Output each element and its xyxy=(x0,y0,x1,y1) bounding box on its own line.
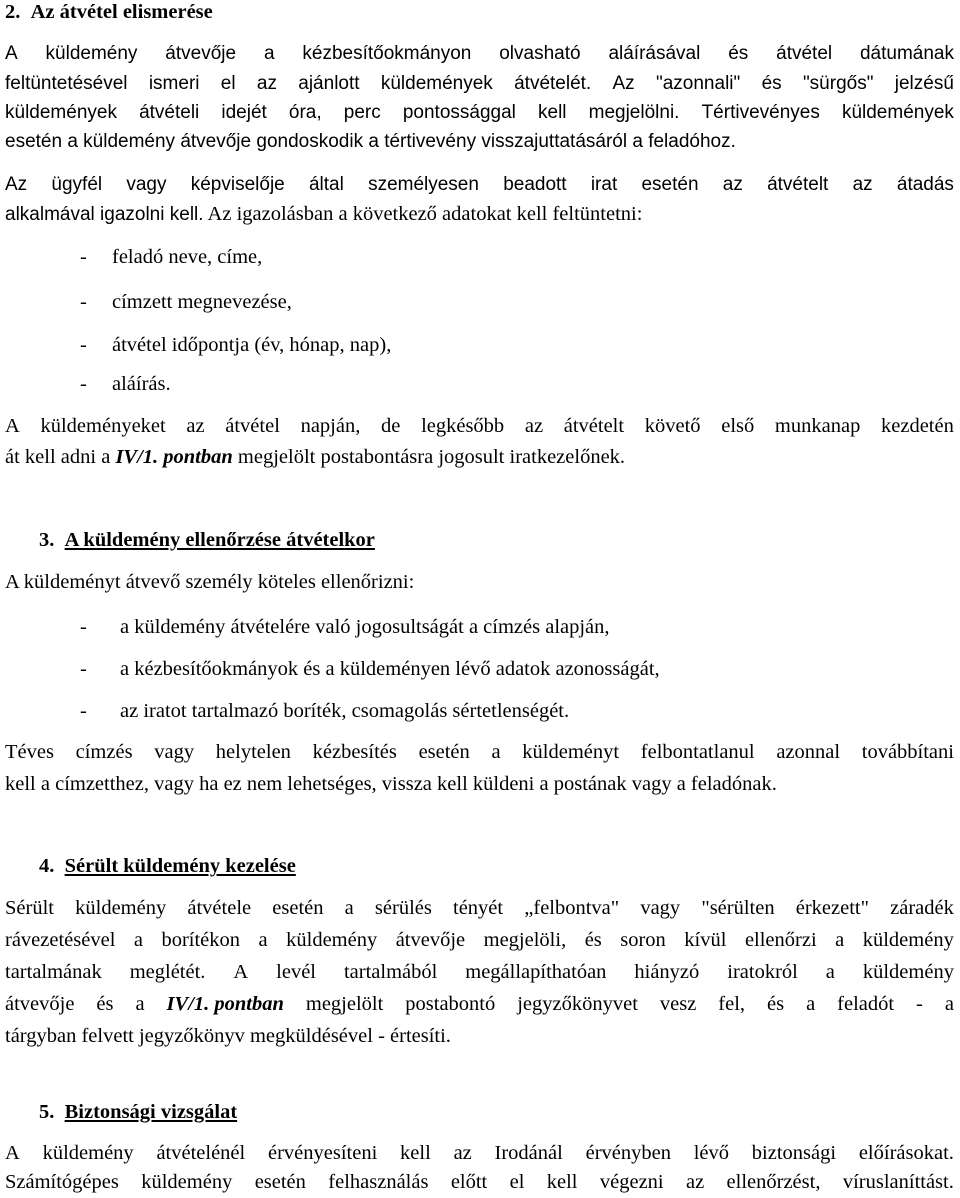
word: és xyxy=(728,43,749,64)
word: az xyxy=(524,415,544,437)
word: idejét xyxy=(221,102,267,123)
word: Irodánál xyxy=(494,1142,563,1164)
word: "azonnali" xyxy=(655,73,741,94)
section-reference: IV/1. pontban xyxy=(166,993,284,1015)
word: Az xyxy=(5,174,28,195)
word: megjelöli, xyxy=(483,929,567,951)
word: sérülés xyxy=(374,897,432,919)
section-2-heading xyxy=(5,0,213,24)
word: küldemény xyxy=(862,929,954,951)
word: "sérülten xyxy=(701,897,775,919)
word: az xyxy=(722,174,743,195)
word: kell xyxy=(546,1171,578,1193)
word: átvételét. xyxy=(514,73,592,94)
word: aláírásával xyxy=(608,43,701,64)
word: az xyxy=(685,1171,705,1193)
word: küldemény xyxy=(75,897,167,919)
s2-p2-line-1 xyxy=(5,173,954,197)
s2-p3-line-1 xyxy=(5,414,954,438)
word: átvételt xyxy=(563,415,625,437)
word: küldemények xyxy=(841,102,954,123)
word: átvevője xyxy=(165,43,237,64)
word: követő xyxy=(644,415,701,437)
word: érkezett" xyxy=(795,897,869,919)
word: tartalmából xyxy=(343,961,438,983)
word: lévő xyxy=(693,1142,730,1164)
word: "sürgős" xyxy=(802,73,874,94)
word: kívül xyxy=(684,929,727,951)
word: felhasználás xyxy=(328,1171,429,1193)
word: a xyxy=(263,43,275,64)
word: küldemény xyxy=(286,929,378,951)
word: borítékon xyxy=(161,929,241,951)
word: napján, xyxy=(300,415,361,437)
word: képviselője xyxy=(190,174,285,195)
word: pontossággal xyxy=(402,102,516,123)
word: megjelölni. xyxy=(588,102,680,123)
word: vagy xyxy=(154,741,195,763)
word: de xyxy=(381,415,401,437)
document-page: 2. Az átvétel elismerése A küldemény átvevője a kézbesítőokmányon olvasható aláírásával és átvétel dátumának feltüntetésével ismeri el az ajánlott küldemények átvételét. Az "azonnali" és "sürgős" jelzésű küldemények átvételi idejét óra, perc pontossággal kell megjelölni. Tértivevényes küldemények esetén a küldemény átvevője gondoskodik a tértivevény visszajuttatásáról a feladóhoz. Az ügyfél vagy képviselője által személyesen beadott irat esetén az átvételt az átadás alkalmával igazolni kell. Az igazolásban a következő adatokat kell feltüntetni: - feladó neve, címe, - címzett megnevezése, - átvétel időpontja (év, hónap, nap), - aláírás. A küldeményeket az átvétel napján, de legkésőbb az átvételt követő első munkanap kezdetén át kell adni a IV/1. pontban megjelölt postabontásra jogosult iratkezelőnek. 3. A küldemény ellenőrzése átvételkor A küldeményt átvevő személy köteles ellenőrizni: - a küldemény átvételére való jogosultságát a címzés alapján, - a kézbesítőokmányok és a küldeményen lévő adatok azonosságát, - az iratot tartalmazó boríték, csomagolás sértetlenségét. Téves címzés vagy helytelen kézbesítés esetén a küldeményt felbontatlanul azonnal továbbítani kell a címzetthez, vagy ha ez nem lehetséges, vissza kell küldeni a postának vagy a feladónak. 4. Sérült küldemény kezelése Sérült küldemény átvétele esetén a sérülés tényét „felbontva" vagy "sérülten érkezett" záradék rávezetésével a borítékon a küldemény átvevője megjelöli, és soron kívül ellenőrzi a küldemény tartalmának meglétét. A levél tartalmából megállapíthatóan hiányzó iratokról a küldemény átvevője és a IV/1. pontban megjelölt postabontó jegyzőkönyvet vesz fel, és a feladót - a tárgyban felvett jegyzőkönyv megküldésével - értesíti. 5. Biztonsági vizsgálat A küldemény átvételénél érvényesíteni kell az Irodánál érvényben lévő biztonsági előírásokat. Számítógépes küldemény esetén felhasználás előtt el kell végezni az ellenőrzést, víruslaníttást. xyxy=(5,1,954,1193)
word: irat xyxy=(590,174,618,195)
word: esetén xyxy=(641,174,699,195)
word: víruslaníttást. xyxy=(842,1171,954,1193)
s3-p-line-1 xyxy=(5,740,954,764)
word: kell xyxy=(538,102,567,123)
word: legkésőbb xyxy=(421,415,505,437)
word: biztonsági xyxy=(751,1142,837,1164)
word: küldemények xyxy=(380,73,493,94)
word: perc xyxy=(343,102,381,123)
word: Az xyxy=(612,73,635,94)
word: ellenőrzi xyxy=(744,929,817,951)
word: iratokról xyxy=(727,961,798,983)
word: feltüntetésével xyxy=(5,73,128,94)
word: esetén xyxy=(254,1171,306,1193)
s4-line-5: tárgyban felvett jegyzőkönyv megküldésével - értesíti. xyxy=(5,1025,451,1047)
word: átvevője xyxy=(5,993,75,1015)
word: átvételénél xyxy=(156,1142,246,1164)
section-2-title: Az átvétel elismerése xyxy=(30,1,213,23)
word: vagy xyxy=(640,897,681,919)
word: küldemények xyxy=(5,102,117,123)
s3-p-line-2: kell a címzetthez, vagy ha ez nem lehetséges, vissza kell küldeni a postának vagy a feladónak. xyxy=(5,773,777,795)
word: meglétét. xyxy=(129,961,206,983)
word: és xyxy=(761,73,782,94)
word: küldeményt xyxy=(522,741,620,763)
word: ügyfél xyxy=(51,174,103,195)
word: soron xyxy=(620,929,666,951)
word: a xyxy=(135,993,145,1015)
s2-p2-line-2-start: alkalmával igazolni kell. xyxy=(5,204,204,225)
s2-p2-line-2-rest: Az igazolásban a következő adatokat kell feltüntetni: xyxy=(207,203,643,225)
word: a xyxy=(825,961,835,983)
section-2-number: 2. xyxy=(5,1,21,23)
word: átvétel xyxy=(225,415,280,437)
word: a xyxy=(806,993,816,1015)
word: el xyxy=(220,73,236,94)
word: esetén xyxy=(272,897,324,919)
section-reference: IV/1. pontban xyxy=(115,446,233,468)
s2-p1-line-4: esetén a küldemény átvevője gondoskodik a tértivevény visszajuttatásáról a feladóhoz. xyxy=(5,131,736,152)
s5-line-1 xyxy=(5,1141,954,1165)
word: az xyxy=(186,415,205,437)
s2-p1-line-3 xyxy=(5,101,954,125)
word: és xyxy=(96,993,114,1015)
s2-p1-line-1 xyxy=(5,42,954,66)
word: átvétel xyxy=(776,43,833,64)
word: záradék xyxy=(890,897,954,919)
section-5-heading xyxy=(39,1100,237,1124)
word: az xyxy=(852,174,873,195)
word: és xyxy=(767,993,785,1015)
word: a xyxy=(258,929,268,951)
section-4-heading xyxy=(39,854,296,878)
word: kezdetén xyxy=(881,415,954,437)
word: előtt xyxy=(450,1171,488,1193)
word: átadás xyxy=(896,174,954,195)
word: tartalmának xyxy=(5,961,102,983)
s4-line-2 xyxy=(5,928,954,952)
s2-p3-line-2: át kell adni a IV/1. pontban megjelölt postabontásra jogosult iratkezelőnek. xyxy=(5,446,626,468)
word: A xyxy=(233,961,249,983)
section-5-number: 5. xyxy=(39,1101,55,1123)
s3-intro: A küldeményt átvevő személy köteles ellenőrizni: xyxy=(5,571,415,593)
word: vesz xyxy=(659,993,697,1015)
word: Tértivevényes xyxy=(701,102,820,123)
word: ajánlott xyxy=(298,73,360,94)
word: a xyxy=(835,929,845,951)
word: A xyxy=(5,415,20,437)
section-4-title: Sérült küldemény kezelése xyxy=(64,855,296,877)
word: olvasható xyxy=(499,43,581,64)
s4-line-3 xyxy=(5,960,954,984)
section-3-number: 3. xyxy=(39,529,55,551)
s5-line-2 xyxy=(5,1170,954,1194)
word: első xyxy=(721,415,755,437)
word: postabontó xyxy=(405,993,496,1015)
word: a xyxy=(491,741,501,763)
word: feladót xyxy=(837,993,895,1015)
word: jegyzőkönyvet xyxy=(517,993,638,1015)
word: A xyxy=(5,1142,20,1164)
word: tényét xyxy=(453,897,504,919)
word: küldeményeket xyxy=(40,415,166,437)
word: átvétele xyxy=(187,897,252,919)
word: megállapíthatóan xyxy=(465,961,607,983)
word: munkanap xyxy=(774,415,861,437)
word: küldemény xyxy=(42,1142,134,1164)
word: felbontatlanul xyxy=(640,741,755,763)
word: a xyxy=(133,929,143,951)
word: kézbesítés xyxy=(312,741,397,763)
word: Sérült xyxy=(5,897,54,919)
word: a xyxy=(344,897,354,919)
word: kézbesítőokmányon xyxy=(302,43,472,64)
word: levél xyxy=(276,961,316,983)
word: dátumának xyxy=(859,43,954,64)
word: kell xyxy=(400,1142,431,1164)
word: megjelölt xyxy=(305,993,384,1015)
word: Téves xyxy=(5,741,54,763)
word: az xyxy=(256,73,277,94)
word: érvényesíteni xyxy=(267,1142,378,1164)
word: küldemény xyxy=(45,43,138,64)
word: ismeri xyxy=(148,73,200,94)
word: hiányzó xyxy=(634,961,700,983)
section-3-title: A küldemény ellenőrzése átvételkor xyxy=(64,529,375,551)
word: esetén xyxy=(418,741,470,763)
word: küldemény xyxy=(862,961,954,983)
word: jelzésű xyxy=(894,73,954,94)
section-4-number: 4. xyxy=(39,855,55,877)
word: helytelen xyxy=(215,741,291,763)
word: továbbítani xyxy=(861,741,954,763)
word: átvételt xyxy=(767,174,829,195)
word: átvevője xyxy=(395,929,466,951)
s4-line-1 xyxy=(5,896,954,920)
s2-p2-line-2 xyxy=(5,202,642,227)
word: Számítógépes xyxy=(5,1171,119,1193)
word: és xyxy=(584,929,602,951)
word: azonnal xyxy=(776,741,841,763)
word: óra, xyxy=(288,102,322,123)
word: A xyxy=(5,43,18,64)
section-3-heading xyxy=(39,528,375,552)
word: az xyxy=(453,1142,472,1164)
word: beadott xyxy=(503,174,567,195)
word: személyesen xyxy=(368,174,479,195)
s2-p1-line-2 xyxy=(5,72,954,96)
word: előírásokat. xyxy=(858,1142,954,1164)
word: ellenőrzést, xyxy=(726,1171,821,1193)
word: a xyxy=(944,993,954,1015)
s4-line-4 xyxy=(5,992,954,1016)
word: rávezetésével xyxy=(5,929,116,951)
word: átvételi xyxy=(139,102,200,123)
word: „felbontva" xyxy=(524,897,620,919)
word: érvényben xyxy=(585,1142,671,1164)
word: címzés xyxy=(75,741,133,763)
word: fel, xyxy=(718,993,746,1015)
word: által xyxy=(308,174,344,195)
word: - xyxy=(916,993,923,1015)
word: küldemény xyxy=(141,1171,233,1193)
word: el xyxy=(509,1171,525,1193)
word: végezni xyxy=(599,1171,664,1193)
word: vagy xyxy=(126,174,167,195)
section-5-title: Biztonsági vizsgálat xyxy=(64,1101,238,1123)
